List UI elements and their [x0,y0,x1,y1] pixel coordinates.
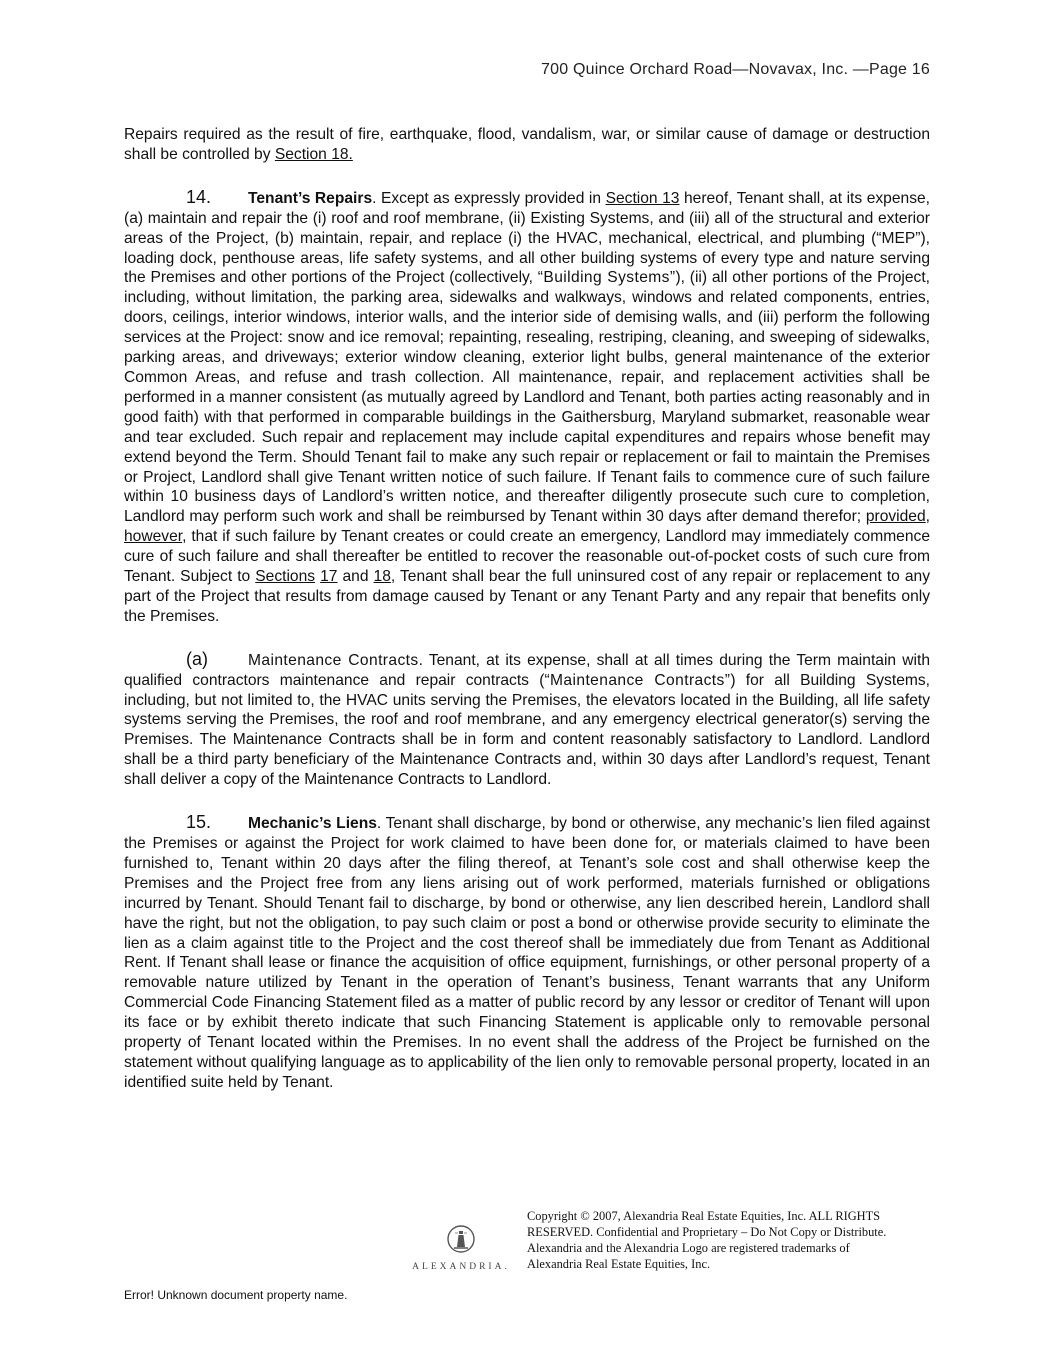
section-15-paragraph [124,813,930,1093]
section-14a-title: Maintenance Contracts [248,651,419,669]
document-property-error: Error! Unknown document property name. [124,1288,348,1302]
section-17-reference: 17 [320,568,338,586]
section-14-number: 14. [186,186,212,207]
section-14a-paragraph [124,650,930,790]
section-14-text-4: , [925,508,930,526]
lighthouse-icon [444,1224,478,1254]
section-14-paragraph [124,188,930,627]
page-header: 700 Quince Orchard Road—Novavax, Inc. —Page 16 [541,61,930,78]
alexandria-wordmark: ALEXANDRIA. [412,1262,510,1272]
alexandria-logo [406,1224,516,1272]
section-18-ref-b: 18 [373,568,391,586]
section-14-text-2: hereof, Tenant shall, at its expense, (a) maintain and repair the (i) roof and roof membrane, (ii) Existing Systems, and (iii) all of the structural and exterior areas of the Project, (b) maintain, repair, and replace (i) the HVAC, mechanical, electrical, and plumbing (“MEP”), loading dock, penthouse areas, life safety systems, and all other building systems of every type and nature serving the Premises and other portions of the Project (collectively, [124,189,930,287]
section-15-title: Mechanic’s Liens [248,815,377,833]
section-13-reference: Section 13 [605,189,680,207]
section-15-text: . Tenant shall discharge, by bond or otherwise, any mechanic’s lien filed against the Premises or against the Project for work claimed to have been done for, or materials claimed to have been furnished to, Tenant within 20 days after the filing thereof, at Tenant’s sole cost and shall otherwise keep the Premises and the Project free from any liens arising out of work performed, materials furnished or obligations incurred by Tenant. Should Tenant fail to discharge, by bond or otherwise, any lien described herein, Landlord shall have the right, but not the obligation, to pay such claim or post a bond or otherwise provide security to eliminate the lien as a claim against title to the Project and the cost thereof shall be immediately due from Tenant as Additional Rent. If Tenant shall lease or finance the acquisition of office equipment, furnishings, or other personal property of a removable nature utilized by Tenant in the operation of Tenant’s business, Tenant warrants that any Uniform Commercial Code Financing Statement filed as a matter of public record by any lessor or creditor of Tenant will upon its face or by exhibit thereto indicate that such Financing Statement is applicable only to removable personal property of Tenant located within the Premises. In no event shall the address of the Project be furnished on the statement without qualifying language as to applicability of the lien only to removable personal property, located in an identified suite held by Tenant. [124,815,930,1091]
section-14a-text-2: ) for all Building Systems, including, but not limited to, the HVAC units serving the Premises, the elevators located in the Building, all life safety systems serving the Premises, the roof and roof membrane, and any emergency electrical generator(s) serving the Premises. The Maintenance Contracts shall be in form and content reasonably satisfactory to Landlord. Landlord shall be a third party beneficiary of the Maintenance Contracts and, within 30 days after Landlord’s request, Tenant shall deliver a copy of the Maintenance Contracts to Landlord. [124,671,930,789]
sections-reference: Sections [255,568,316,586]
building-systems-term: “Building Systems” [537,269,676,287]
section-14-text-1: . Except as expressly provided in [372,189,606,207]
provided-term: provided [865,508,926,526]
section-14-text-8: , Tenant shall bear the full uninsured cost of any repair or replacement to any part of the Project that results from damage caused by Tenant or any Tenant Party and any repair that benefits only the Premises. [124,568,930,625]
section-14-text-3: ), (ii) all other portions of the Project, including, without limitation, the parking area, sidewalks and walkways, windows and related components, entries, doors, ceilings, interior windows, interior walls, and the interior side of demising walls, and (iii) perform the following services at the Project: snow and ice removal; repainting, resealing, restriping, cleaning, and sweeping of sidewalks, parking areas, and driveways; exterior window cleaning, exterior light bulbs, general maintenance of the exterior Common Areas, and refuse and trash collection. All maintenance, repair, and replacement activities shall be performed in a manner consistent (as mutually agreed by Landlord and Tenant, both parties acting reasonably and in good faith) with that performed in comparable buildings in the Gaithersburg, Maryland submarket, reasonable wear and tear excluded. Such repair and replacement may include capital expenditures and repairs whose benefit may extend beyond the Term. Should Tenant fail to make any such repair or replacement or fail to maintain the Premises or Project, Landlord shall give Tenant written notice of such failure. If Tenant fails to commence cure of such failure within 10 business days of Landlord’s written notice, and thereafter diligently prosecute such cure to completion, Landlord may perform such work and shall be reimbursed by Tenant within 30 days after demand therefor; [124,269,930,526]
section-18-reference: Section 18. [274,145,353,163]
section-14-text-7: and [337,568,374,586]
maintenance-contracts-term: “Maintenance Contracts” [544,671,731,689]
section-14a-text-1: . Tenant, at its expense, shall at all times during the Term maintain with qualified contractors maintenance and repair contracts ( [124,651,930,689]
section-15-number: 15. [186,812,212,833]
document-body [124,125,930,1116]
intro-text: Repairs required as the result of fire, earthquake, flood, vandalism, war, or similar cause of damage or destruction shall be controlled by [124,126,930,163]
copyright-notice: Copyright © 2007, Alexandria Real Estate Equities, Inc. ALL RIGHTS RESERVED. Confidential and Proprietary – Do Not Copy or Distribute. Alexandria and the Alexandria Logo are registered trademarks of Alexandria Real Estate Equities, Inc. [527,1209,887,1271]
section-14-title: Tenant’s Repairs [248,189,373,207]
intro-paragraph [124,125,930,165]
section-14-text-5: , that if such failure by Tenant creates or could create an emergency, Landlord may immediately commence cure of such failure and shall thereafter be entitled to recover the reasonable out-of-pocket costs of such cure from Tenant. Subject to [124,528,930,586]
however-term: however [124,528,183,546]
section-14a-number: (a) [186,648,208,669]
